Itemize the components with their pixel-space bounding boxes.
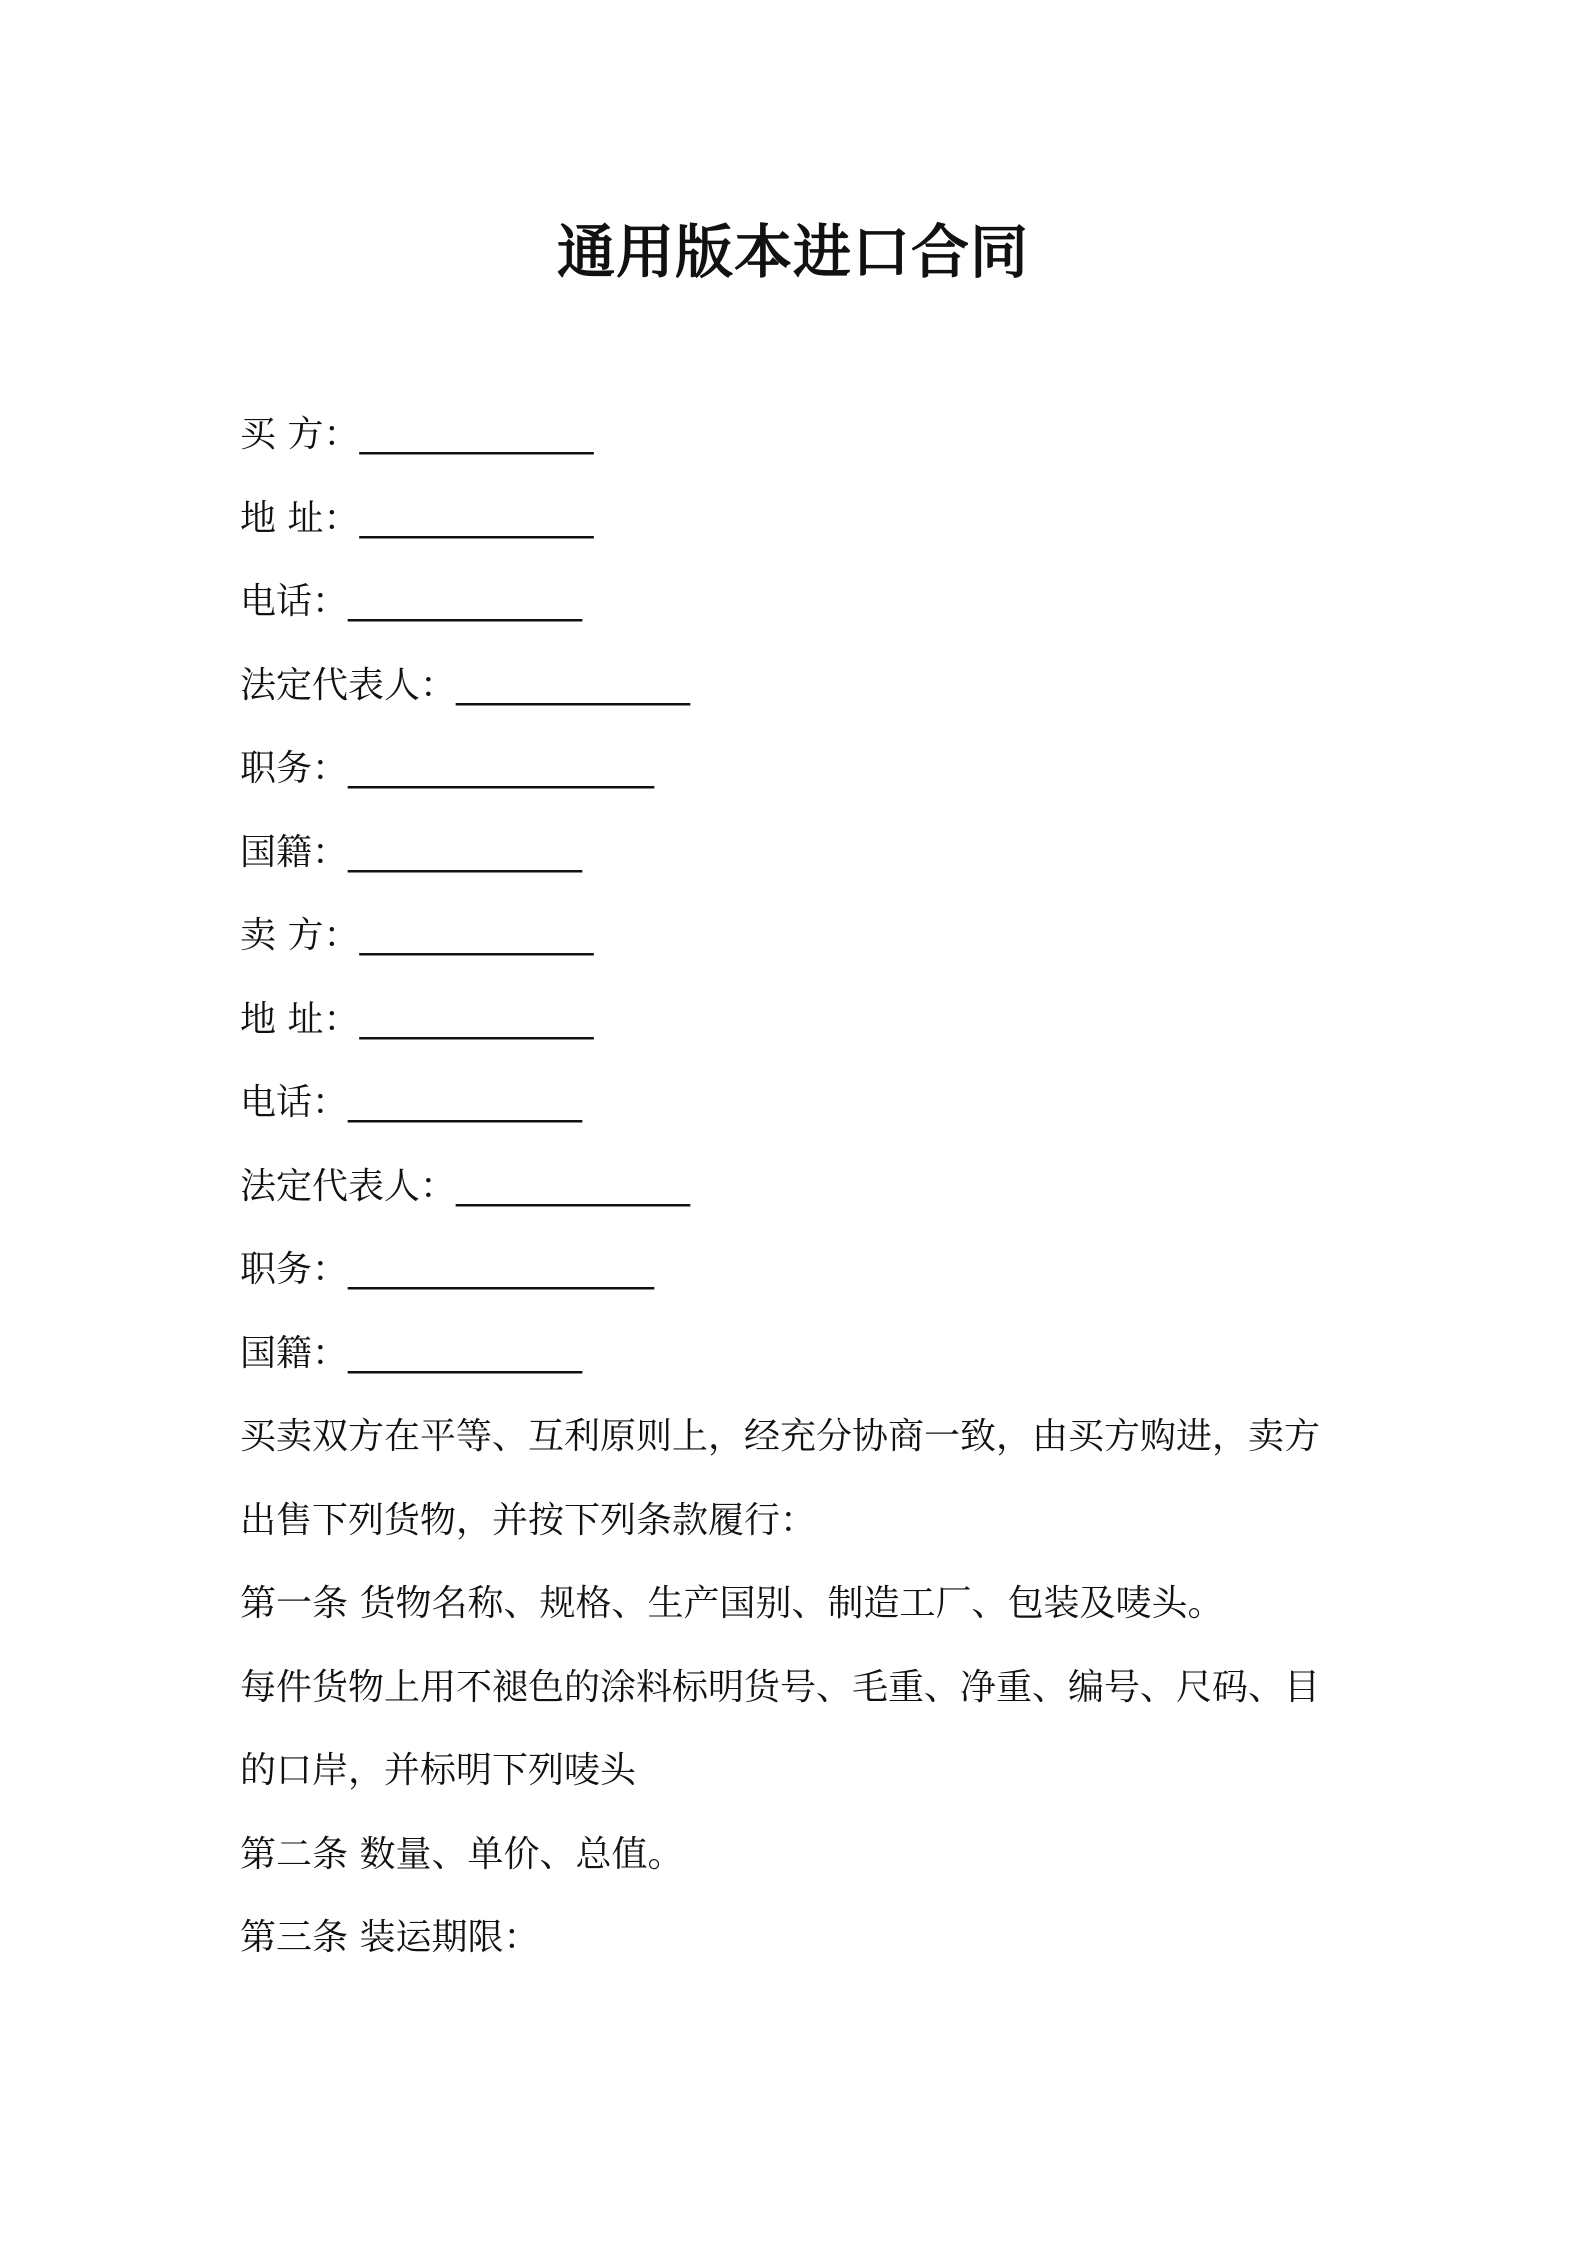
marking-line-1: 每件货物上用不褪色的涂料标明货号、毛重、净重、编号、尺码、目: [240, 1666, 1321, 1708]
buyer-name-line: [240, 405, 1360, 489]
buyer-phone-blank: _____________: [348, 581, 583, 622]
buyer-name-blank: _____________: [359, 414, 594, 455]
seller-position-line: [240, 1240, 1360, 1324]
buyer-address-blank: _____________: [359, 497, 594, 539]
buyer-position-label: 职务：: [240, 748, 349, 789]
buyer-phone-label: 电话：: [240, 581, 349, 622]
buyer-legal-rep-label: 法定代表人：: [240, 664, 457, 706]
seller-name-blank: _____________: [359, 915, 594, 956]
seller-address-line: [240, 990, 1360, 1074]
article-1: 第一条 货物名称、规格、生产国别、制造工厂、包装及唛头。: [240, 1583, 1224, 1624]
intro-line-2: 出售下列货物，并按下列条款履行：: [240, 1499, 817, 1541]
buyer-nationality-line: [240, 823, 1360, 907]
article-3: 第三条 装运期限：: [240, 1917, 540, 1958]
buyer-legal-rep-line: [240, 656, 1360, 740]
seller-legal-rep-label: 法定代表人：: [240, 1165, 457, 1207]
seller-name-line: [240, 906, 1360, 990]
seller-nationality-label: 国籍：: [240, 1332, 349, 1374]
buyer-address-label: 地 址：: [240, 497, 360, 539]
buyer-nationality-label: 国籍：: [240, 831, 349, 873]
intro-line-1: 买卖双方在平等、互利原则上，经充分协商一致，由买方购进，卖方: [240, 1416, 1321, 1457]
contract-content: [240, 405, 1360, 1992]
seller-position-label: 职务：: [240, 1249, 349, 1290]
seller-address-blank: _____________: [359, 998, 594, 1040]
buyer-position-line: [240, 739, 1360, 823]
seller-address-label: 地 址：: [240, 998, 360, 1040]
seller-name-label: 卖 方：: [240, 915, 360, 956]
buyer-legal-rep-blank: _____________: [456, 664, 691, 706]
buyer-nationality-blank: _____________: [348, 831, 583, 873]
buyer-name-label: 买 方：: [240, 414, 360, 455]
document-title: 通用版本进口合同: [556, 218, 1029, 286]
buyer-address-line: [240, 489, 1360, 573]
buyer-position-blank: _________________: [348, 748, 655, 789]
marking-line-2: 的口岸，并标明下列唛头: [240, 1750, 637, 1791]
seller-phone-line: [240, 1073, 1360, 1157]
seller-phone-label: 电话：: [240, 1082, 349, 1123]
seller-nationality-blank: _____________: [348, 1332, 583, 1374]
seller-position-blank: _________________: [348, 1249, 655, 1290]
article-2: 第二条 数量、单价、总值。: [240, 1833, 684, 1875]
seller-legal-rep-line: [240, 1157, 1360, 1241]
seller-nationality-line: [240, 1324, 1360, 1408]
seller-phone-blank: _____________: [348, 1082, 583, 1123]
seller-legal-rep-blank: _____________: [456, 1165, 691, 1207]
buyer-phone-line: [240, 572, 1360, 656]
